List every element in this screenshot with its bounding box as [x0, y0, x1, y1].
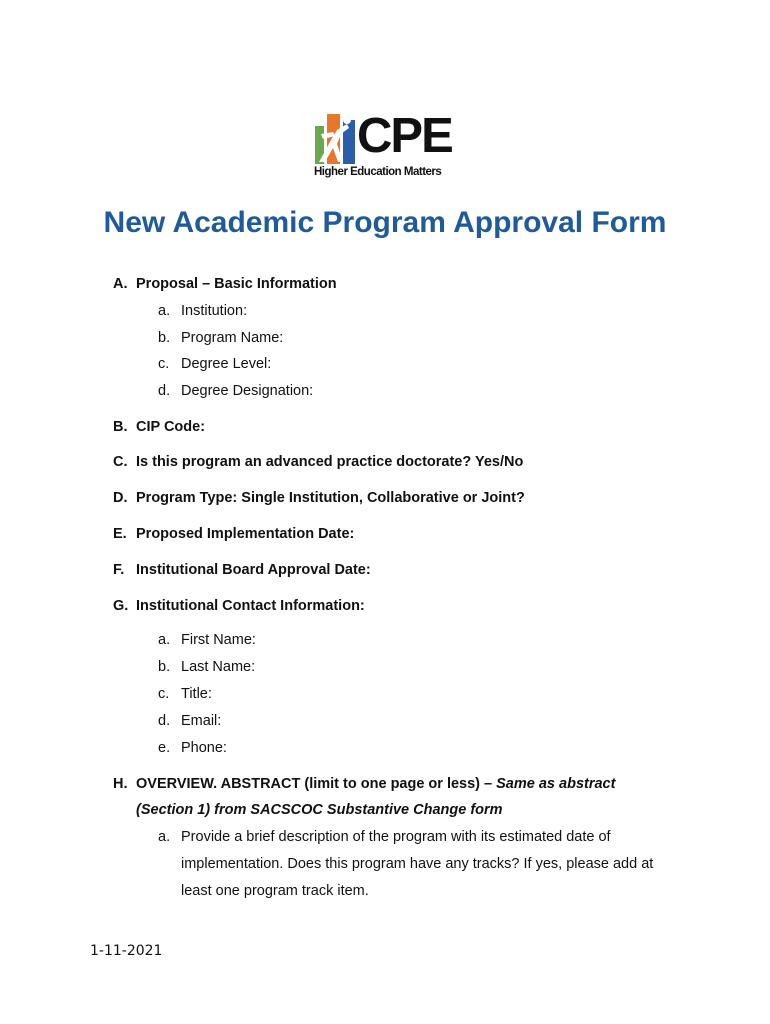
- section-h-emphasis-continued: (Section 1) from SACSCOC Substantive Change form: [136, 802, 503, 818]
- section-f-text: Institutional Board Approval Date:: [136, 562, 371, 578]
- section-d-marker: D.: [113, 490, 128, 506]
- section-h-text: OVERVIEW. ABSTRACT (limit to one page or less) –: [136, 776, 497, 792]
- section-c-marker: C.: [113, 454, 128, 470]
- list-item-marker: e.: [158, 740, 171, 756]
- section-a-text: Proposal – Basic Information: [136, 276, 337, 292]
- section-h-text-wrap: [136, 774, 615, 794]
- list-item-text: Program Name:: [181, 330, 284, 346]
- section-c-text: Is this program an advanced practice doctorate? Yes/No: [136, 454, 524, 470]
- logo-figure-icon: [313, 112, 357, 164]
- section-h-marker: H.: [113, 776, 128, 792]
- list-item-marker: a.: [158, 303, 171, 319]
- logo-wordmark: CPE: [357, 109, 452, 163]
- list-item-marker: c.: [158, 356, 170, 372]
- list-item-marker: d.: [158, 713, 171, 729]
- section-h-emphasis: Same as abstract: [496, 776, 616, 792]
- list-item-text: Degree Level:: [181, 356, 272, 372]
- section-f-marker: F.: [113, 562, 125, 578]
- footer-date: 1-11-2021: [90, 943, 163, 959]
- list-item-marker: a.: [158, 829, 171, 845]
- list-item-text: Degree Designation:: [181, 383, 314, 399]
- list-item-text: Title:: [181, 686, 212, 702]
- list-item-text-line-2: implementation. Does this program have any tracks? If yes, please add at: [181, 856, 654, 872]
- cpe-logo: [313, 110, 458, 182]
- section-g-marker: G.: [113, 598, 129, 614]
- list-item-text: Phone:: [181, 740, 227, 756]
- section-a-marker: A.: [113, 276, 128, 292]
- list-item-marker: a.: [158, 632, 171, 648]
- section-b-text: CIP Code:: [136, 419, 206, 435]
- section-g-text: Institutional Contact Information:: [136, 598, 365, 614]
- list-item-text-line-3: least one program track item.: [181, 883, 369, 899]
- list-item-text: Email:: [181, 713, 222, 729]
- list-item-text: Last Name:: [181, 659, 256, 675]
- section-e-text: Proposed Implementation Date:: [136, 526, 355, 542]
- page-title: New Academic Program Approval Form: [103, 206, 667, 239]
- list-item-marker: b.: [158, 659, 171, 675]
- list-item-marker: d.: [158, 383, 171, 399]
- section-b-marker: B.: [113, 419, 128, 435]
- list-item-marker: b.: [158, 330, 171, 346]
- section-d-text: Program Type: Single Institution, Collaborative or Joint?: [136, 490, 525, 506]
- logo-tagline: Higher Education Matters: [314, 166, 442, 178]
- list-item-text-line-1: Provide a brief description of the program with its estimated date of: [181, 829, 611, 845]
- list-item-text: Institution:: [181, 303, 248, 319]
- list-item-text: First Name:: [181, 632, 256, 648]
- section-e-marker: E.: [113, 526, 127, 542]
- list-item-marker: c.: [158, 686, 170, 702]
